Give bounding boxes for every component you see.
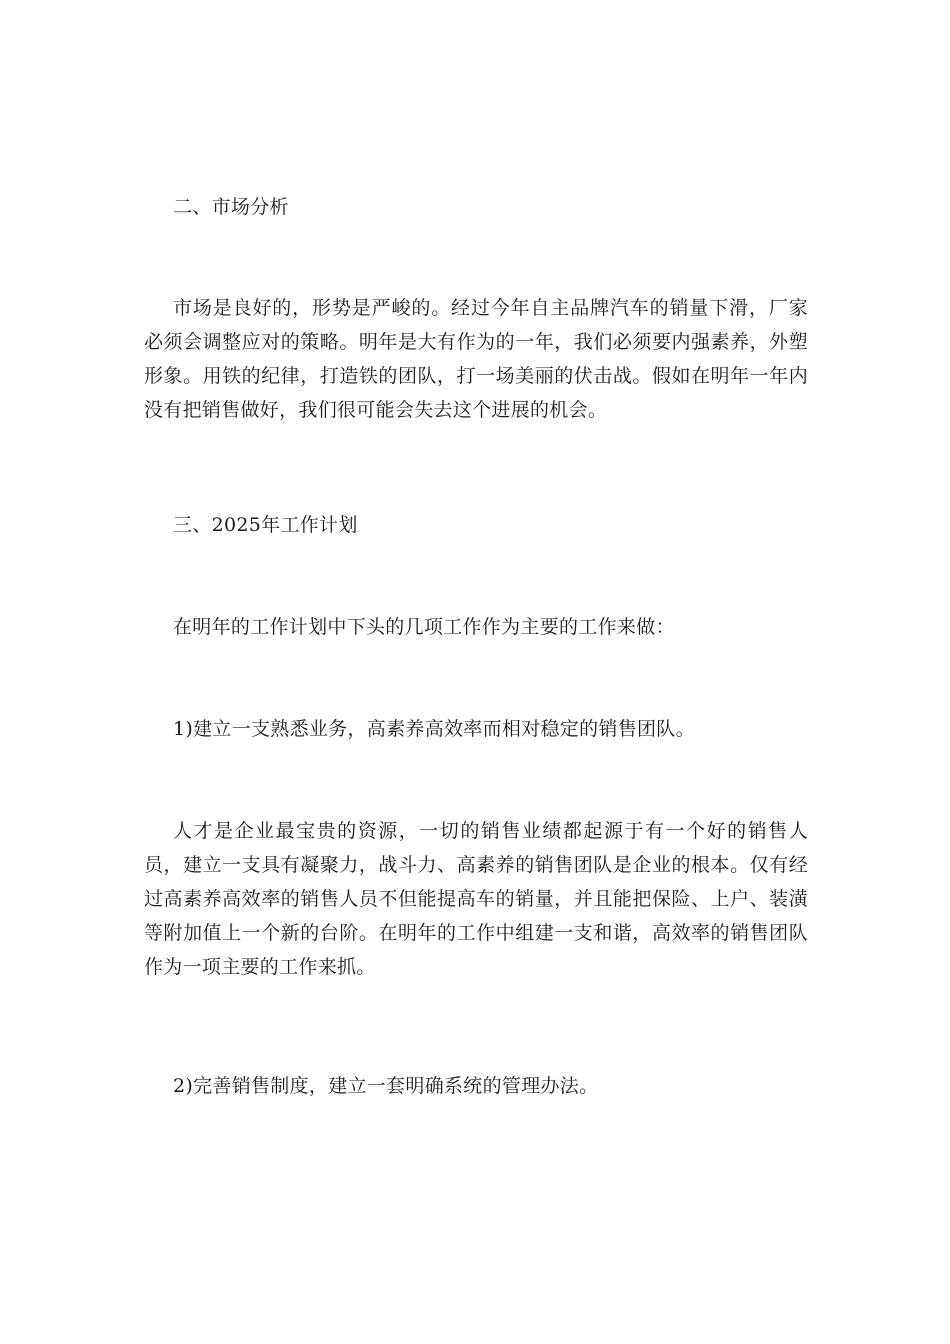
- plan-item-1-title: 1)建立一支熟悉业务，高素养高效率而相对稳定的销售团队。: [173, 718, 695, 740]
- section-heading-work-plan: 三、2025年工作计划: [173, 514, 358, 536]
- market-analysis-paragraph: 市场是良好的，形势是严峻的。经过今年自主品牌汽车的销量下滑，厂家必须会调整应对的策略。明年是大有作为的一年，我们必须要内强素养，外塑形象。用铁的纪律，打造铁的团队，打一场美丽的伏击战。假如在明年一年内没有把销售做好，我们很可能会失去这个进展的机会。: [144, 297, 808, 421]
- plan-item-1-paragraph: 人才是企业最宝贵的资源，一切的销售业绩都起源于有一个好的销售人员，建立一支具有凝聚力，战斗力、高素养的销售团队是企业的根本。仅有经过高素养高效率的销售人员不但能提高车的销量，并且能把保险、上户、装潢等附加值上一个新的台阶。在明年的工作中组建一支和谐，高效率的销售团队作为一项主要的工作来抓。: [144, 820, 808, 978]
- section-heading-market-analysis: 二、市场分析: [173, 196, 289, 218]
- work-plan-intro-paragraph: 在明年的工作计划中下头的几项工作作为主要的工作来做：: [173, 616, 675, 638]
- plan-item-2-title: 2)完善销售制度，建立一套明确系统的管理办法。: [173, 1075, 599, 1097]
